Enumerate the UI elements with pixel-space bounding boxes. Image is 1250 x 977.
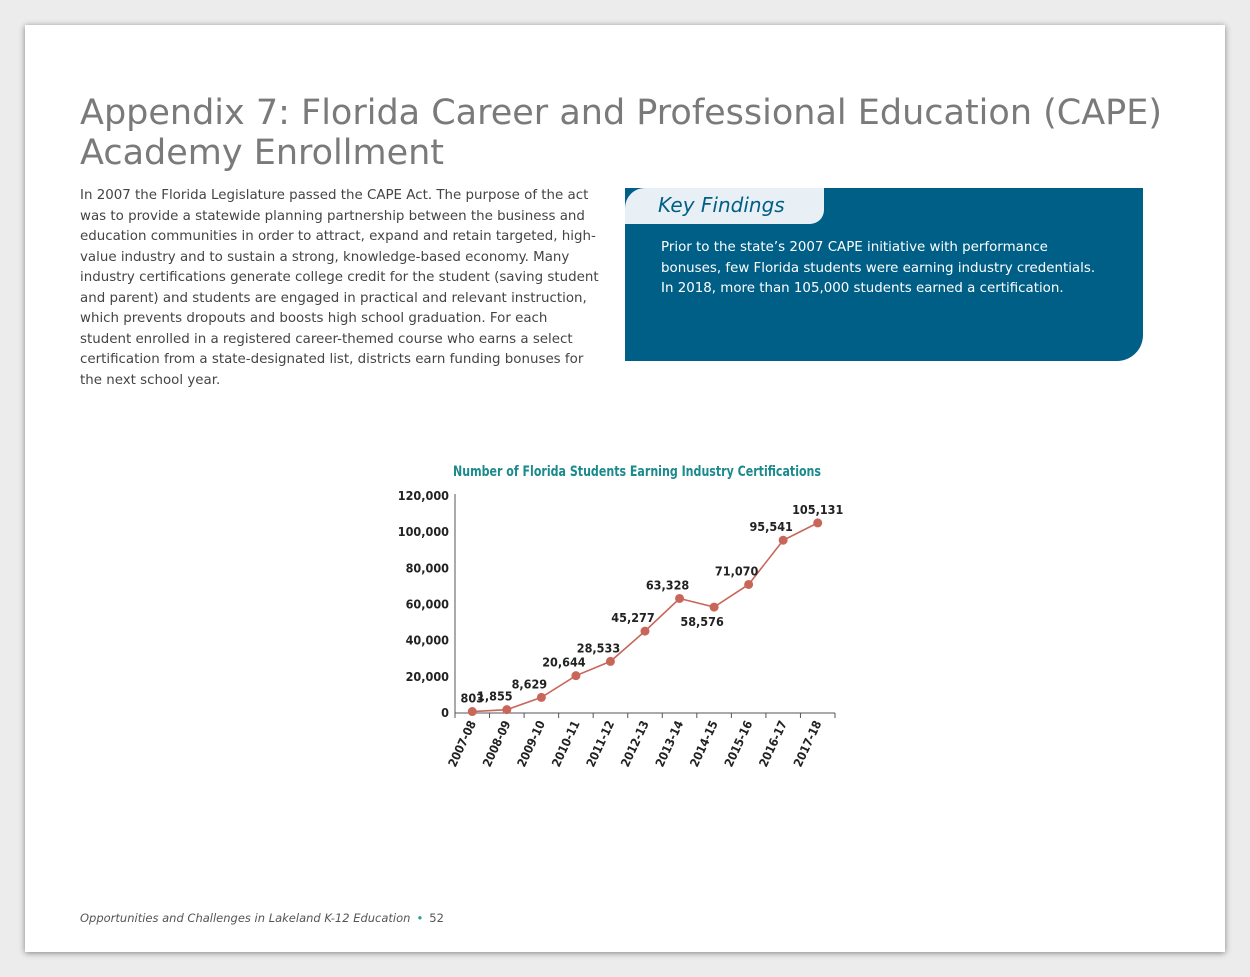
y-tick-label: 120,000 [397,488,449,503]
y-tick-label: 100,000 [397,524,449,540]
data-point [571,671,580,680]
data-point [537,693,546,702]
footer-publication: Opportunities and Challenges in Lakeland K-12 Education [80,911,411,925]
data-point [744,580,753,589]
report-page [25,25,1225,952]
data-point [779,536,788,545]
data-label: 71,070 [714,563,759,579]
data-label: 58,576 [680,614,724,630]
x-tick-label: 2017-18 [790,718,825,770]
x-tick-label: 2012-13 [618,718,652,770]
footer-separator: • [416,911,424,925]
x-tick-label: 2016-17 [756,718,790,770]
page-title: Appendix 7: Florida Career and Professional Education (CAPE) Academy Enrollment [80,93,1163,173]
y-tick-label: 80,000 [405,560,449,576]
y-tick-label: 40,000 [405,632,449,648]
x-tick-label: 2015-16 [721,718,756,770]
data-label: 803 [460,690,485,706]
y-tick-label: 0 [441,705,449,720]
data-label: 8,629 [511,676,548,692]
data-point [641,627,650,636]
x-tick-label: 2013-14 [652,718,687,770]
x-tick-label: 2009-10 [514,718,549,770]
key-findings-text: Prior to the state’s 2007 CAPE initiative with performance bonuses, few Florida students were earning industry credentials. In 2018, more than 105,000 students earned a certification. [661,240,1096,296]
chart-title: Number of Florida Students Earning Industry Certifications [453,464,821,480]
key-findings-tab [625,188,824,224]
key-findings-heading: Key Findings [658,193,785,217]
x-tick-label: 2007-08 [445,718,479,770]
x-tick-label: 2010-11 [548,718,583,770]
y-tick-label: 60,000 [405,596,449,612]
x-tick-label: 2014-15 [687,718,721,770]
data-label: 45,277 [611,610,655,626]
data-label: 1,855 [477,688,513,704]
page-footer [80,911,444,925]
x-tick-label: 2008-09 [479,718,514,770]
data-point [606,657,615,666]
intro-paragraph: In 2007 the Florida Legislature passed the CAPE Act. The purpose of the act was to provide a statewide planning partnership between the business and education communities in order to attract, expand and retain targeted, high-value industry and to sustain a strong, knowledge-based economy. Many industry certifications generate college credit for the student (saving student and parent) and students are engaged in practical and relevant instruction, which prevents dropouts and boosts high school graduation. For each student enrolled in a registered career-themed course who earns a select certification from a state-designated list, districts earn funding bonuses for the next school year. [80,188,599,388]
data-label: 95,541 [749,519,793,535]
data-label: 63,328 [645,577,690,593]
data-label: 105,131 [792,501,844,517]
data-point [813,518,822,527]
data-point [502,705,511,714]
certifications-line-chart [365,450,885,830]
key-findings-box [625,188,1143,361]
data-point [710,603,719,612]
data-point [675,594,684,603]
data-label: 28,533 [576,640,621,656]
y-tick-label: 20,000 [405,668,449,684]
x-tick-label: 2011-12 [583,718,618,770]
data-label: 20,644 [542,654,586,670]
footer-page-number: 52 [429,911,444,925]
data-point [468,707,477,716]
